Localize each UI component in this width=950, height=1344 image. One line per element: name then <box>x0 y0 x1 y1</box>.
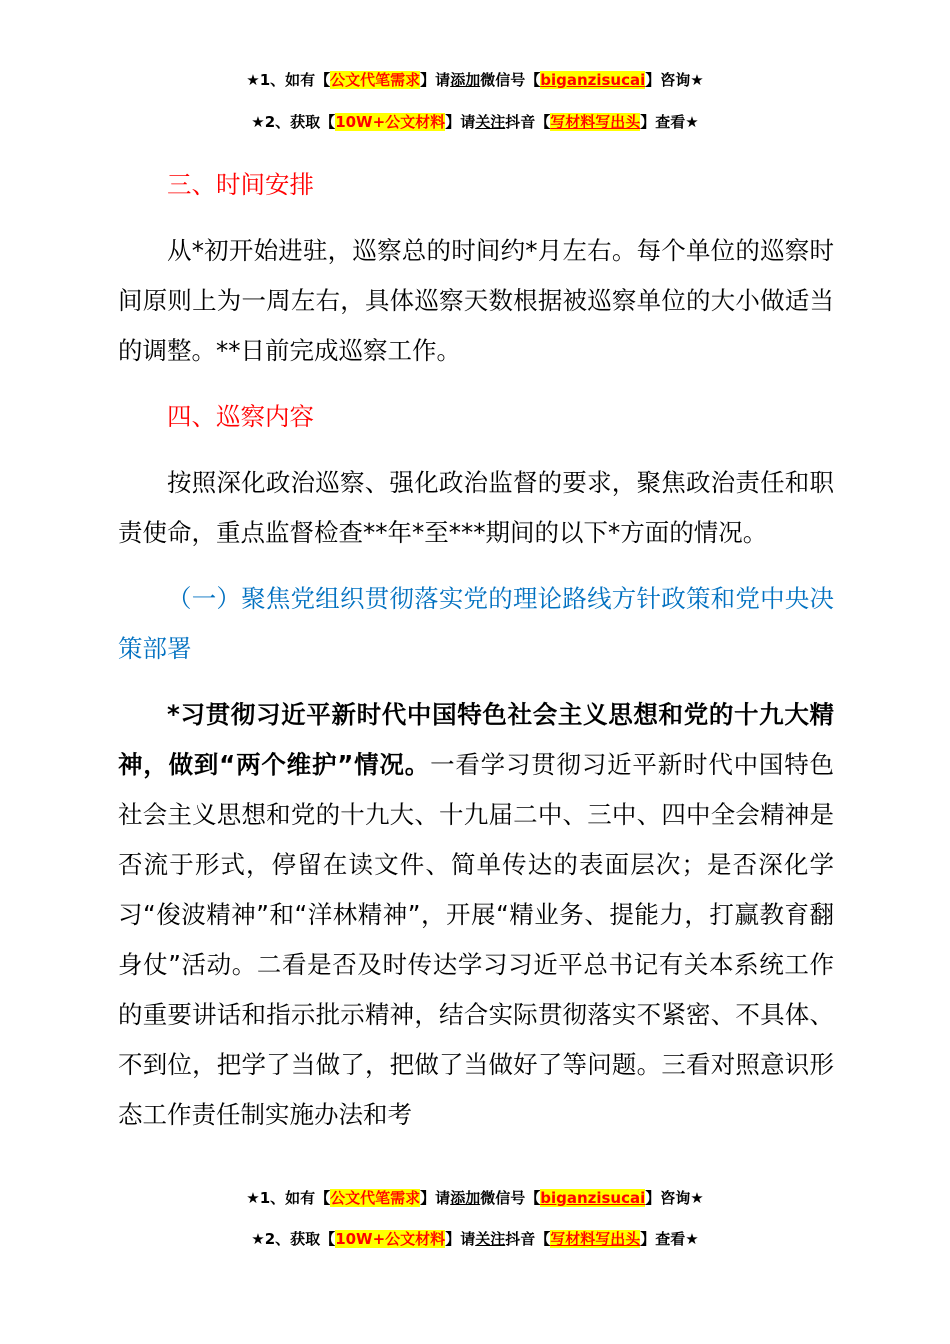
highlight-materials: 10W+公文材料 <box>335 1230 446 1248</box>
section-heading-content: 四、巡察内容 <box>167 402 314 431</box>
subsection-1-lead: *习贯彻习近平新时代中国特色社会主义思想和党的十九大精神，做到“两个维护”情况。 <box>118 700 834 779</box>
highlight-douyin: 写材料写出头 <box>550 113 641 131</box>
section-heading-schedule: 三、时间安排 <box>167 170 314 199</box>
highlight-materials: 10W+公文材料 <box>335 113 446 131</box>
footer-banner-line-2: ★2、获取【10W+公文材料】请关注抖音【写材料写出头】查看★ <box>251 1230 699 1248</box>
highlight-douyin: 写材料写出头 <box>550 1230 641 1248</box>
content-intro-paragraph: 按照深化政治巡察、强化政治监督的要求，聚焦政治责任和职责使命，重点监督检查**年*至***期间的以下*方面的情况。 <box>118 468 834 547</box>
highlight-wechat-id: biganzisucai <box>540 1189 646 1207</box>
subsection-heading-1: （一）聚焦党组织贯彻落实党的理论路线方针政策和党中央决策部署 <box>118 584 834 663</box>
subsection-1-paragraph <box>118 690 834 1140</box>
highlight-wechat-id: biganzisucai <box>540 71 646 89</box>
footer-banner-line-1: ★1、如有【公文代笔需求】请添加微信号【biganzisucai】咨询★ <box>246 1189 704 1207</box>
schedule-paragraph: 从*初开始进驻，巡察总的时间约*月左右。每个单位的巡察时间原则上为一周左右，具体巡察天数根据被巡察单位的大小做适当的调整。**日前完成巡察工作。 <box>118 236 834 365</box>
header-banner-line-2: ★2、获取【10W+公文材料】请关注抖音【写材料写出头】查看★ <box>251 113 699 131</box>
document-body <box>118 160 834 1140</box>
subsection-1-body: 一看学习贯彻习近平新时代中国特色社会主义思想和党的十九大、十九届二中、三中、四中全会精神是否流于形式，停留在读文件、简单传达的表面层次；是否深化学习“俊波精神”和“洋林精神”，开展“精业务、提能力，打赢教育翻身仗”活动。二看是否及时传达学习习近平总书记有关本系统工作的重要讲话和指示批示精神，结合实际贯彻落实不紧密、不具体、不到位，把学了当做了，把做了当做好了等问题。三看对照意识形态工作责任制实施办法和考 <box>118 750 835 1129</box>
header-banner-line-1: ★1、如有【公文代笔需求】请添加微信号【biganzisucai】咨询★ <box>246 71 704 89</box>
highlight-service: 公文代笔需求 <box>330 71 421 89</box>
highlight-service: 公文代笔需求 <box>330 1189 421 1207</box>
